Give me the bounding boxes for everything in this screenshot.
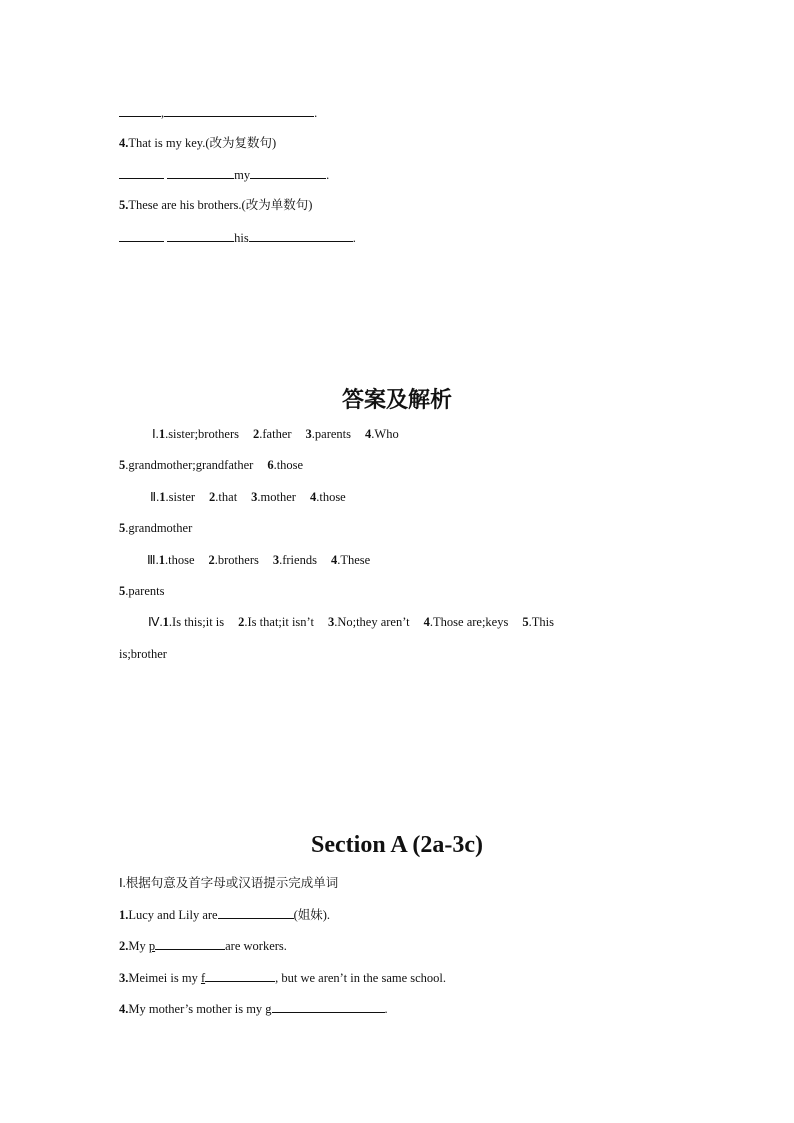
answer-group-2-line-2: 5.grandmother (119, 521, 193, 535)
answer-group-2: Ⅱ.1.sister 2.that 3.mother 4.those (150, 490, 346, 504)
answers-title: 答案及解析 (341, 387, 452, 413)
blank[interactable] (250, 166, 326, 179)
blank[interactable] (119, 166, 164, 179)
answer-group-1-line-2: 5.grandmother;grandfather 6.those (119, 458, 304, 472)
answer-group-4: Ⅳ.1.Is this;it is 2.Is that;it isn’t 3.No;they aren’t 4.Those are;keys 5.This (148, 615, 554, 629)
exercise-4: 4.My mother’s mother is my g . (119, 1002, 388, 1016)
answer-group-1: Ⅰ.1.sister;brothers 2.father 3.parents 4.Who (152, 427, 399, 441)
question-4-answer-line: my . (119, 166, 329, 183)
blank[interactable] (205, 969, 275, 982)
question-5-answer-line: his . (119, 229, 356, 246)
blank[interactable] (167, 166, 234, 179)
blank[interactable] (218, 906, 294, 919)
blank-line-3: , . (119, 104, 317, 121)
blank[interactable] (272, 1000, 385, 1013)
section-title: Section A (2a-3c) (311, 832, 483, 858)
answer-group-4-line-2: is;brother (119, 647, 167, 661)
blank[interactable] (119, 229, 164, 242)
blank[interactable] (119, 104, 161, 117)
section-instruction: Ⅰ.根据句意及首字母或汉语提示完成单词 (119, 876, 339, 890)
exercise-2: 2.My p are workers. (119, 939, 287, 953)
answer-group-3: Ⅲ.1.those 2.brothers 3.friends 4.These (147, 553, 371, 567)
question-4: 4.That is my key.(改为复数句) (119, 136, 277, 150)
question-5: 5.These are his brothers.(改为单数句) (119, 198, 313, 212)
blank[interactable] (249, 229, 353, 242)
blank[interactable] (155, 937, 225, 950)
exercise-3: 3.Meimei is my f , but we aren’t in the same school. (119, 971, 447, 985)
exercise-1: 1.Lucy and Lily are (姐妹). (119, 908, 331, 922)
answer-group-3-line-2: 5.parents (119, 584, 165, 598)
blank[interactable] (167, 229, 234, 242)
blank[interactable] (164, 104, 314, 117)
